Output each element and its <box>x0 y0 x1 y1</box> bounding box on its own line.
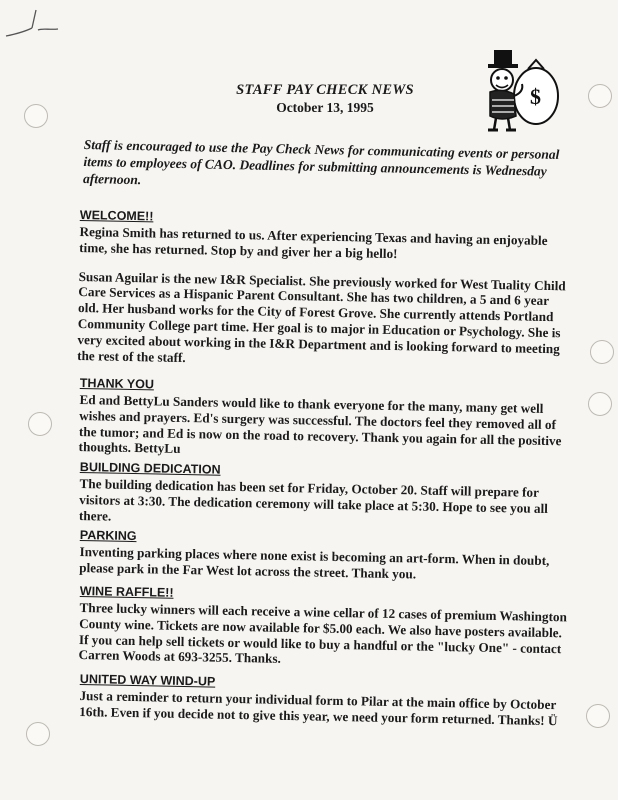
money-bag-mascot-icon <box>472 42 564 134</box>
section-heading: WINE RAFFLE!! <box>79 584 174 600</box>
section-heading: THANK YOU <box>79 376 155 392</box>
section-building-dedication <box>79 460 570 533</box>
punch-hole-left-bottom <box>26 722 50 746</box>
intro-notice: Staff is encouraged to use the Pay Check News for communicating events or personal items to employees of CAO. Deadlines for submitting announcements is Wednesday afternoon. <box>82 136 560 188</box>
punch-hole-right-mid <box>590 340 614 364</box>
newsletter-title: STAFF PAY CHECK NEWS <box>236 82 414 98</box>
section-paragraph: Regina Smith has returned to us. After experiencing Texas and having an enjoyable time, she has returned. Stop by and giver her a big hello! <box>79 223 548 261</box>
newsletter-header <box>200 82 450 116</box>
section-welcome <box>77 208 570 373</box>
section-paragraph: Susan Aguilar is the new I&R Specialist. She previously worked for West Tuality Child Care Services as a Hispanic Parent Consultant. She has two children, a 5 and 6 year old. Her husband works for the City of Forest Grove. She currently attends Portland Community College part time. Her goal is to major in Education or Psychology. She is very excited about working in the I&R Department and is looking forward to meeting the rest of the staff. <box>77 268 566 365</box>
section-heading: UNITED WAY WIND-UP <box>79 672 216 689</box>
punch-hole-right-bottom <box>586 704 610 728</box>
section-paragraph: Just a reminder to return your individual form to Pilar at the main office by October 16th. Even if you decide not to give this year, we need your form returned. Thanks! Ü <box>79 687 558 728</box>
section-wine-raffle <box>78 584 569 673</box>
svg-text:$: $ <box>530 84 541 109</box>
pen-mark-icon <box>2 6 62 46</box>
punch-hole-right-mid2 <box>588 392 612 416</box>
section-paragraph: The building dedication has been set for Friday, October 20. Staff will prepare for visitors at 3:30. The dedication ceremony will take place at 5:30. Hope to see you all there. <box>78 475 549 524</box>
section-united-way <box>79 672 570 729</box>
section-heading: BUILDING DEDICATION <box>79 460 221 477</box>
section-heading: WELCOME!! <box>79 208 154 224</box>
newsletter-date: October 13, 1995 <box>276 100 374 115</box>
section-heading: PARKING <box>79 528 137 544</box>
section-parking <box>79 528 570 585</box>
punch-hole-right-top <box>588 84 612 108</box>
section-paragraph: Inventing parking places where none exist is becoming an art-form. When in doubt, please park in the Far West lot across the street. Thank you. <box>79 543 550 582</box>
punch-hole-left-mid <box>28 412 52 436</box>
section-paragraph: Ed and BettyLu Sanders would like to thank everyone for the many, many get well wishes and prayers. Ed's surgery was successful. The doctors feel they removed all of the tumor; and Ed is now on the road to recovery. Thank you again for all the positive thoughts. BettyLu <box>78 391 562 457</box>
punch-hole-top <box>24 104 48 128</box>
section-thank-you <box>78 376 569 465</box>
section-paragraph: Three lucky winners will each receive a wine cellar of 12 cases of premium Washington County wine. Tickets are now available for $5.00 each. We also have posters available. If you can help sell tickets or would like to buy a handful or the "lucky One" - contact Carren Woods at 693-3255. Thanks. <box>78 599 568 667</box>
